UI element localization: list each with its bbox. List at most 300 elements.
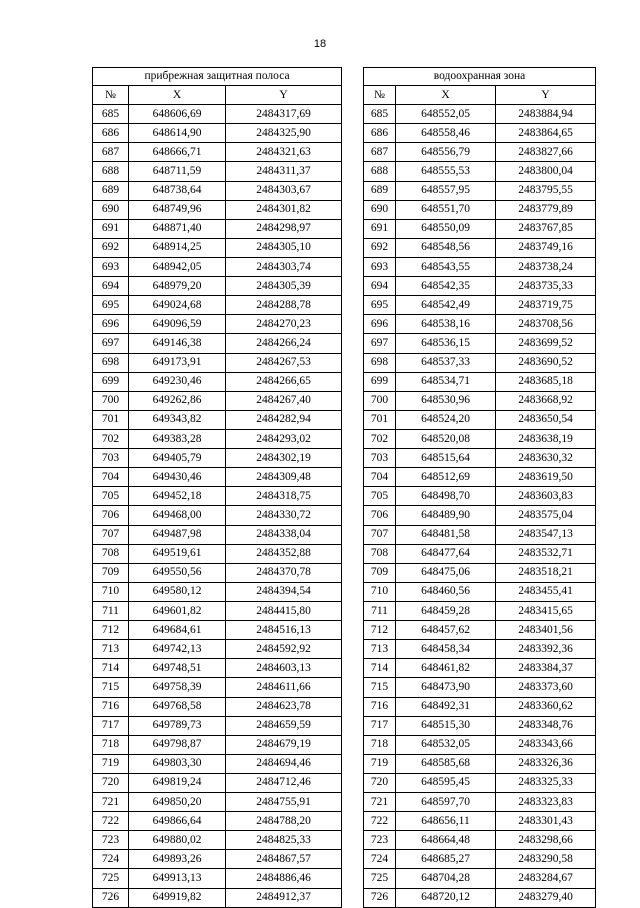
right-point-number: 723 [364,831,396,850]
column-gap [342,296,364,315]
left-point-number: 709 [93,563,129,582]
column-gap [342,640,364,659]
table-row [93,391,596,410]
table-row [93,219,596,238]
table-row [93,105,596,124]
column-gap [342,143,364,162]
left-point-number: 695 [93,296,129,315]
table-row [93,124,596,143]
right-x-coordinate: 648595,45 [396,773,496,792]
column-gap [342,678,364,697]
left-x-coordinate: 649146,38 [129,334,226,353]
left-x-coordinate: 649819,24 [129,773,226,792]
left-point-number: 719 [93,754,129,773]
left-x-coordinate: 649866,64 [129,812,226,831]
left-x-coordinate: 648606,69 [129,105,226,124]
left-x-coordinate: 649405,79 [129,449,226,468]
right-y-coordinate: 2483373,60 [496,678,596,697]
column-gap [342,391,364,410]
left-x-coordinate: 648979,20 [129,277,226,296]
right-point-number: 708 [364,544,396,563]
left-y-coordinate: 2484694,46 [226,754,342,773]
right-point-number: 699 [364,372,396,391]
left-zone-title: прибрежная защитная полоса [93,68,342,86]
right-y-coordinate: 2483699,52 [496,334,596,353]
table-row [93,888,596,907]
left-y-coordinate: 2484298,97 [226,219,342,238]
right-y-coordinate: 2483800,04 [496,162,596,181]
right-x-coordinate: 648489,90 [396,506,496,525]
left-x-coordinate: 649580,12 [129,582,226,601]
column-gap [342,621,364,640]
left-point-number: 700 [93,391,129,410]
left-y-coordinate: 2484592,92 [226,640,342,659]
left-point-number: 721 [93,793,129,812]
column-gap [342,716,364,735]
column-gap [342,105,364,124]
left-point-number: 694 [93,277,129,296]
right-point-number: 717 [364,716,396,735]
right-y-coordinate: 2483827,66 [496,143,596,162]
left-x-coordinate: 649919,82 [129,888,226,907]
left-y-coordinate: 2484886,46 [226,869,342,888]
table-row [93,640,596,659]
right-x-coordinate: 648532,05 [396,735,496,754]
right-y-coordinate: 2483708,56 [496,315,596,334]
left-y-coordinate: 2484415,80 [226,601,342,620]
left-y-coordinate: 2484338,04 [226,525,342,544]
column-gap [342,219,364,238]
column-gap [342,487,364,506]
table-row [93,162,596,181]
left-point-number: 723 [93,831,129,850]
left-y-coordinate: 2484516,13 [226,621,342,640]
left-x-coordinate: 648738,64 [129,181,226,200]
left-x-coordinate: 648942,05 [129,257,226,276]
right-x-coordinate: 648720,12 [396,888,496,907]
right-point-number: 726 [364,888,396,907]
right-y-coordinate: 2483619,50 [496,468,596,487]
left-point-number: 691 [93,219,129,238]
zone-title-row [93,68,596,86]
right-point-number: 724 [364,850,396,869]
column-gap [342,888,364,907]
right-x-coordinate: 648552,05 [396,105,496,124]
right-x-coordinate: 648459,28 [396,601,496,620]
left-y-coordinate: 2484370,78 [226,563,342,582]
right-y-coordinate: 2483603,83 [496,487,596,506]
table-row [93,850,596,869]
right-point-number: 704 [364,468,396,487]
left-x-coordinate: 649096,59 [129,315,226,334]
coordinates-table-body [93,68,596,908]
left-header-number: № [93,86,129,105]
column-gap [342,544,364,563]
left-point-number: 698 [93,353,129,372]
table-row [93,143,596,162]
right-x-coordinate: 648558,46 [396,124,496,143]
right-x-coordinate: 648461,82 [396,659,496,678]
left-point-number: 722 [93,812,129,831]
right-point-number: 685 [364,105,396,124]
right-y-coordinate: 2483455,41 [496,582,596,601]
right-x-coordinate: 648524,20 [396,410,496,429]
right-y-coordinate: 2483738,24 [496,257,596,276]
table-row [93,735,596,754]
left-point-number: 685 [93,105,129,124]
right-point-number: 690 [364,200,396,219]
right-y-coordinate: 2483547,13 [496,525,596,544]
column-gap [342,353,364,372]
right-header-x: X [396,86,496,105]
left-y-coordinate: 2484311,37 [226,162,342,181]
right-point-number: 695 [364,296,396,315]
table-row [93,525,596,544]
table-row [93,372,596,391]
left-point-number: 712 [93,621,129,640]
table-row [93,544,596,563]
table-row [93,468,596,487]
left-y-coordinate: 2484321,63 [226,143,342,162]
right-y-coordinate: 2483795,55 [496,181,596,200]
right-x-coordinate: 648555,53 [396,162,496,181]
left-x-coordinate: 649803,30 [129,754,226,773]
left-point-number: 707 [93,525,129,544]
column-gap [342,735,364,754]
table-row [93,831,596,850]
left-point-number: 693 [93,257,129,276]
right-y-coordinate: 2483360,62 [496,697,596,716]
right-y-coordinate: 2483685,18 [496,372,596,391]
table-row [93,181,596,200]
column-gap [342,793,364,812]
column-gap [342,410,364,429]
right-point-number: 702 [364,429,396,448]
right-x-coordinate: 648597,70 [396,793,496,812]
left-point-number: 725 [93,869,129,888]
left-point-number: 715 [93,678,129,697]
left-y-coordinate: 2484679,19 [226,735,342,754]
right-point-number: 693 [364,257,396,276]
right-y-coordinate: 2483323,83 [496,793,596,812]
left-x-coordinate: 649601,82 [129,601,226,620]
right-point-number: 688 [364,162,396,181]
table-row [93,238,596,257]
left-x-coordinate: 649684,61 [129,621,226,640]
right-point-number: 714 [364,659,396,678]
table-row [93,487,596,506]
table-row [93,334,596,353]
right-y-coordinate: 2483284,67 [496,869,596,888]
column-gap [342,68,364,86]
column-gap [342,372,364,391]
right-y-coordinate: 2483348,76 [496,716,596,735]
column-gap [342,525,364,544]
table-row [93,563,596,582]
left-y-coordinate: 2484305,10 [226,238,342,257]
right-point-number: 696 [364,315,396,334]
left-point-number: 716 [93,697,129,716]
right-x-coordinate: 648551,70 [396,200,496,219]
right-x-coordinate: 648512,69 [396,468,496,487]
right-point-number: 720 [364,773,396,792]
left-point-number: 686 [93,124,129,143]
left-y-coordinate: 2484266,65 [226,372,342,391]
right-point-number: 718 [364,735,396,754]
right-y-coordinate: 2483415,65 [496,601,596,620]
column-gap [342,601,364,620]
right-y-coordinate: 2483532,71 [496,544,596,563]
column-header-row [93,86,596,105]
right-y-coordinate: 2483326,36 [496,754,596,773]
table-row [93,754,596,773]
table-row [93,716,596,735]
left-y-coordinate: 2484623,78 [226,697,342,716]
right-y-coordinate: 2483779,89 [496,200,596,219]
column-gap [342,582,364,601]
right-point-number: 707 [364,525,396,544]
left-point-number: 702 [93,429,129,448]
left-y-coordinate: 2484302,19 [226,449,342,468]
table-row [93,257,596,276]
column-gap [342,334,364,353]
left-point-number: 726 [93,888,129,907]
right-point-number: 700 [364,391,396,410]
left-y-coordinate: 2484303,74 [226,257,342,276]
table-row [93,315,596,334]
left-y-coordinate: 2484755,91 [226,793,342,812]
right-y-coordinate: 2483392,36 [496,640,596,659]
right-point-number: 713 [364,640,396,659]
column-gap [342,429,364,448]
left-point-number: 713 [93,640,129,659]
page-number: 18 [313,38,327,50]
right-x-coordinate: 648477,64 [396,544,496,563]
left-x-coordinate: 649748,51 [129,659,226,678]
table-row [93,621,596,640]
left-x-coordinate: 648914,25 [129,238,226,257]
right-x-coordinate: 648457,62 [396,621,496,640]
table-row [93,869,596,888]
column-gap [342,659,364,678]
right-y-coordinate: 2483279,40 [496,888,596,907]
column-gap [342,449,364,468]
table-row [93,773,596,792]
right-point-number: 719 [364,754,396,773]
left-point-number: 690 [93,200,129,219]
right-point-number: 691 [364,219,396,238]
left-y-coordinate: 2484303,67 [226,181,342,200]
right-point-number: 703 [364,449,396,468]
column-gap [342,754,364,773]
left-x-coordinate: 649789,73 [129,716,226,735]
right-x-coordinate: 648543,55 [396,257,496,276]
right-point-number: 694 [364,277,396,296]
table-row [93,410,596,429]
column-gap [342,257,364,276]
right-header-y: Y [496,86,596,105]
right-x-coordinate: 648498,70 [396,487,496,506]
left-y-coordinate: 2484325,90 [226,124,342,143]
right-y-coordinate: 2483630,32 [496,449,596,468]
right-y-coordinate: 2483343,66 [496,735,596,754]
column-gap [342,200,364,219]
right-point-number: 721 [364,793,396,812]
right-y-coordinate: 2483650,54 [496,410,596,429]
left-x-coordinate: 649230,46 [129,372,226,391]
right-y-coordinate: 2483668,92 [496,391,596,410]
coordinates-table [92,67,596,908]
left-point-number: 696 [93,315,129,334]
left-y-coordinate: 2484712,46 [226,773,342,792]
right-y-coordinate: 2483325,33 [496,773,596,792]
right-x-coordinate: 648537,33 [396,353,496,372]
right-x-coordinate: 648538,16 [396,315,496,334]
left-x-coordinate: 649850,20 [129,793,226,812]
column-gap [342,468,364,487]
right-point-number: 725 [364,869,396,888]
left-point-number: 701 [93,410,129,429]
right-x-coordinate: 648492,31 [396,697,496,716]
right-x-coordinate: 648585,68 [396,754,496,773]
left-x-coordinate: 649913,13 [129,869,226,888]
left-point-number: 692 [93,238,129,257]
right-y-coordinate: 2483384,37 [496,659,596,678]
left-y-coordinate: 2484267,53 [226,353,342,372]
right-point-number: 722 [364,812,396,831]
left-x-coordinate: 648614,90 [129,124,226,143]
left-x-coordinate: 649798,87 [129,735,226,754]
column-gap [342,773,364,792]
right-y-coordinate: 2483884,94 [496,105,596,124]
left-point-number: 687 [93,143,129,162]
right-x-coordinate: 648481,58 [396,525,496,544]
left-x-coordinate: 649468,00 [129,506,226,525]
left-x-coordinate: 649758,39 [129,678,226,697]
right-point-number: 698 [364,353,396,372]
left-x-coordinate: 648749,96 [129,200,226,219]
left-y-coordinate: 2484267,40 [226,391,342,410]
column-gap [342,812,364,831]
table-row [93,506,596,525]
table-row [93,659,596,678]
right-point-number: 705 [364,487,396,506]
right-point-number: 706 [364,506,396,525]
right-point-number: 711 [364,601,396,620]
left-y-coordinate: 2484288,78 [226,296,342,315]
right-x-coordinate: 648530,96 [396,391,496,410]
right-point-number: 710 [364,582,396,601]
table-row [93,200,596,219]
left-point-number: 724 [93,850,129,869]
right-y-coordinate: 2483518,21 [496,563,596,582]
left-y-coordinate: 2484309,48 [226,468,342,487]
left-y-coordinate: 2484394,54 [226,582,342,601]
right-y-coordinate: 2483690,52 [496,353,596,372]
right-x-coordinate: 648520,08 [396,429,496,448]
left-x-coordinate: 649383,28 [129,429,226,448]
table-row [93,793,596,812]
right-x-coordinate: 648473,90 [396,678,496,697]
table-row [93,697,596,716]
right-x-coordinate: 648704,28 [396,869,496,888]
left-point-number: 718 [93,735,129,754]
right-point-number: 701 [364,410,396,429]
right-x-coordinate: 648557,95 [396,181,496,200]
right-header-number: № [364,86,396,105]
right-x-coordinate: 648536,15 [396,334,496,353]
left-x-coordinate: 649893,26 [129,850,226,869]
left-x-coordinate: 649550,56 [129,563,226,582]
left-point-number: 706 [93,506,129,525]
left-y-coordinate: 2484301,82 [226,200,342,219]
left-y-coordinate: 2484659,59 [226,716,342,735]
right-x-coordinate: 648548,56 [396,238,496,257]
left-point-number: 697 [93,334,129,353]
column-gap [342,831,364,850]
left-x-coordinate: 649173,91 [129,353,226,372]
column-gap [342,697,364,716]
table-row [93,601,596,620]
left-y-coordinate: 2484317,69 [226,105,342,124]
right-y-coordinate: 2483301,43 [496,812,596,831]
left-header-y: Y [226,86,342,105]
right-x-coordinate: 648685,27 [396,850,496,869]
left-y-coordinate: 2484266,24 [226,334,342,353]
left-point-number: 711 [93,601,129,620]
right-y-coordinate: 2483864,65 [496,124,596,143]
right-point-number: 686 [364,124,396,143]
column-gap [342,315,364,334]
column-gap [342,86,364,105]
left-y-coordinate: 2484293,02 [226,429,342,448]
left-y-coordinate: 2484825,33 [226,831,342,850]
left-y-coordinate: 2484305,39 [226,277,342,296]
table-row [93,812,596,831]
column-gap [342,181,364,200]
left-point-number: 688 [93,162,129,181]
right-x-coordinate: 648475,06 [396,563,496,582]
left-point-number: 705 [93,487,129,506]
left-y-coordinate: 2484352,88 [226,544,342,563]
left-y-coordinate: 2484282,94 [226,410,342,429]
left-point-number: 714 [93,659,129,678]
right-point-number: 697 [364,334,396,353]
left-header-x: X [129,86,226,105]
right-x-coordinate: 648458,34 [396,640,496,659]
left-x-coordinate: 649343,82 [129,410,226,429]
left-point-number: 717 [93,716,129,735]
column-gap [342,506,364,525]
left-x-coordinate: 649430,46 [129,468,226,487]
right-point-number: 709 [364,563,396,582]
left-x-coordinate: 649487,98 [129,525,226,544]
right-y-coordinate: 2483575,04 [496,506,596,525]
table-row [93,277,596,296]
left-y-coordinate: 2484330,72 [226,506,342,525]
left-y-coordinate: 2484270,23 [226,315,342,334]
right-x-coordinate: 648542,49 [396,296,496,315]
right-point-number: 716 [364,697,396,716]
left-x-coordinate: 649519,61 [129,544,226,563]
left-point-number: 699 [93,372,129,391]
left-point-number: 689 [93,181,129,200]
left-x-coordinate: 649024,68 [129,296,226,315]
right-y-coordinate: 2483735,33 [496,277,596,296]
right-y-coordinate: 2483638,19 [496,429,596,448]
right-zone-title: водоохранная зона [364,68,596,86]
right-x-coordinate: 648515,30 [396,716,496,735]
